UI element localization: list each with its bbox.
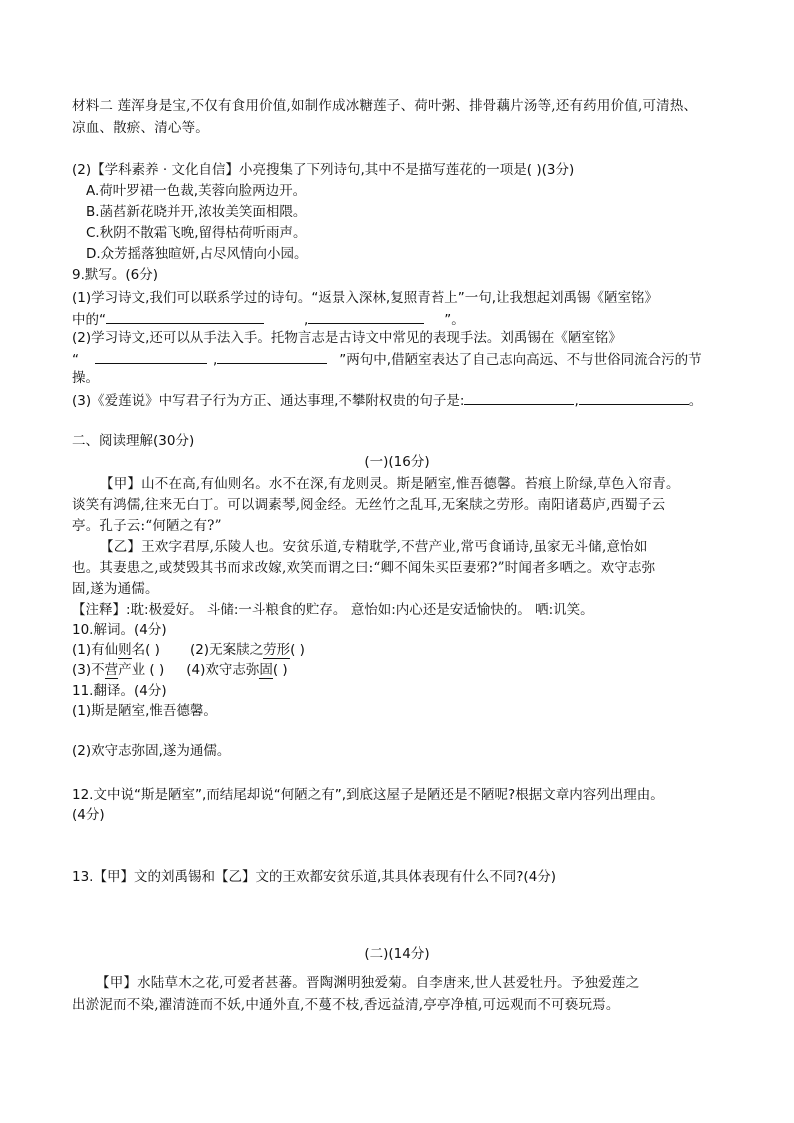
question-10-title: 10.解词。(4分)	[72, 622, 167, 638]
passage-two-jia-line-1: 【甲】水陆草木之花,可爱者甚蕃。晋陶渊明独爱菊。自李唐来,世人甚爱牡丹。予独爱莲之	[96, 975, 640, 991]
passage-yi-line-2: 也。其妻患之,或焚毁其书而求改嫁,欢笑而谓之曰:“卿不闻朱买臣妻邪?”时闻者多哂之。欢守志弥	[72, 560, 656, 576]
keyword: 营	[104, 662, 119, 678]
answer-blank[interactable]	[217, 349, 327, 364]
text-segment: “	[72, 352, 79, 368]
part-two-heading: (二)(14分)	[364, 946, 430, 962]
text-segment: ,	[213, 352, 218, 368]
text-segment: (4)欢守志弥	[186, 662, 260, 678]
question-9-1-line-2	[72, 309, 465, 330]
passage-yi-line-3: 固,遂为通儒。	[72, 581, 159, 597]
question-9-2-line-2	[72, 349, 702, 370]
option-a: A.荷叶罗裙一色裁,芙蓉向脸两边开。	[86, 183, 307, 199]
question-13: 13.【甲】文的刘禹锡和【乙】文的王欢都安贫乐道,其具体表现有什么不同?(4分)	[72, 869, 557, 885]
question-12-line-2: (4分)	[72, 807, 105, 823]
text-segment: ”两句中,借陋室表达了自己志向高远、不与世俗同流合污的节	[339, 352, 702, 368]
passage-jia-line-2: 谈笑有鸿儒,往来无白丁。可以调素琴,阅金经。无丝竹之乱耳,无案牍之劳形。南阳诸葛庐,西蜀子云	[72, 497, 666, 513]
question-9-2-line-1: (2)学习诗文,还可以从手法入手。托物言志是古诗文中常见的表现手法。刘禹锡在《陋室铭》	[72, 330, 622, 346]
passage-jia-line-3: 亭。孔子云:“何陋之有?”	[72, 518, 222, 534]
answer-blank[interactable]	[106, 309, 264, 324]
answer-blank[interactable]	[95, 349, 207, 364]
answer-blank[interactable]	[579, 390, 689, 405]
text-segment: 中的“	[72, 312, 106, 328]
annotation-note: 【注释】:耽:极爱好。 斗储:一斗粮食的贮存。 意怡如:内心还是安适愉快的。 哂:讥笑。	[72, 602, 594, 618]
text-segment: ( )	[272, 662, 288, 678]
text-segment: (1)有仙	[72, 642, 119, 658]
question-9-title: 9.默写。(6分)	[72, 267, 159, 283]
option-d: D.众芳摇落独暄妍,占尽风情向小园。	[86, 246, 308, 262]
keyword: 则	[118, 642, 132, 658]
text-segment: 产业 ( )	[118, 662, 165, 678]
question-11-item-2: (2)欢守志弥固,遂为通儒。	[72, 743, 231, 759]
section-two-heading: 二、阅读理解(30分)	[72, 433, 195, 449]
question-12-line-1: 12.文中说“斯是陋室”,而结尾却说“何陋之有”,到底这屋子是陋还是不陋呢?根据文章内容列出理由。	[72, 787, 664, 803]
text-segment: 名( )	[131, 642, 160, 658]
text-segment: (3)《爱莲说》中写君子行为方正、通达事理,不攀附权贵的句子是:	[72, 393, 465, 409]
question-11-item-1: (1)斯是陋室,惟吾德馨。	[72, 703, 217, 719]
question-10-row-2	[72, 660, 288, 680]
question-9-2-line-3: 操。	[72, 370, 99, 386]
text-segment: (2)无案牍之	[189, 642, 264, 658]
material-two-line-2: 凉血、散瘀、清心等。	[72, 120, 209, 136]
text-segment: ,	[304, 312, 309, 328]
keyword: 劳形	[263, 642, 291, 658]
answer-blank[interactable]	[464, 390, 574, 405]
option-c: C.秋阴不散霜飞晚,留得枯荷听雨声。	[86, 225, 307, 241]
passage-yi-line-1: 【乙】王欢字君厚,乐陵人也。安贫乐道,专精耽学,不营产业,常丐食诵诗,虽家无斗储,意怡如	[100, 539, 648, 555]
part-one-heading: (一)(16分)	[364, 454, 430, 470]
passage-jia-line-1: 【甲】山不在高,有仙则名。水不在深,有龙则灵。斯是陋室,惟吾德馨。苔痕上阶绿,草色入帘青。	[100, 476, 680, 492]
material-two-line-1: 材料二 莲浑身是宝,不仅有食用价值,如制作成冰糖莲子、荷叶粥、排骨藕片汤等,还有药用价值,可清热、	[72, 98, 698, 114]
question-9-3	[72, 390, 702, 411]
passage-two-jia-line-2: 出淤泥而不染,濯清涟而不妖,中通外直,不蔓不枝,香远益清,亭亭净植,可远观而不可亵玩焉。	[72, 997, 620, 1013]
option-b: B.菡萏新花晓并开,浓妆美笑面相隈。	[86, 204, 307, 220]
keyword: 固	[259, 662, 273, 678]
question-9-1-line-1: (1)学习诗文,我们可以联系学过的诗句。“返景入深林,复照青苔上”一句,让我想起刘禹锡《陋室铭》	[72, 290, 658, 306]
text-segment: ,	[574, 393, 579, 409]
answer-blank[interactable]	[308, 309, 424, 324]
question-11-title: 11.翻译。(4分)	[72, 683, 167, 699]
text-segment: 。	[688, 393, 703, 409]
text-segment: ( )	[290, 642, 305, 658]
question-8-2-stem: (2)【学科素养 · 文化自信】小亮搜集了下列诗句,其中不是描写莲花的一项是( )(3分)	[72, 162, 575, 178]
question-10-row-1	[72, 640, 305, 660]
text-segment: (3)不	[72, 662, 105, 678]
text-segment: ”。	[444, 312, 465, 328]
